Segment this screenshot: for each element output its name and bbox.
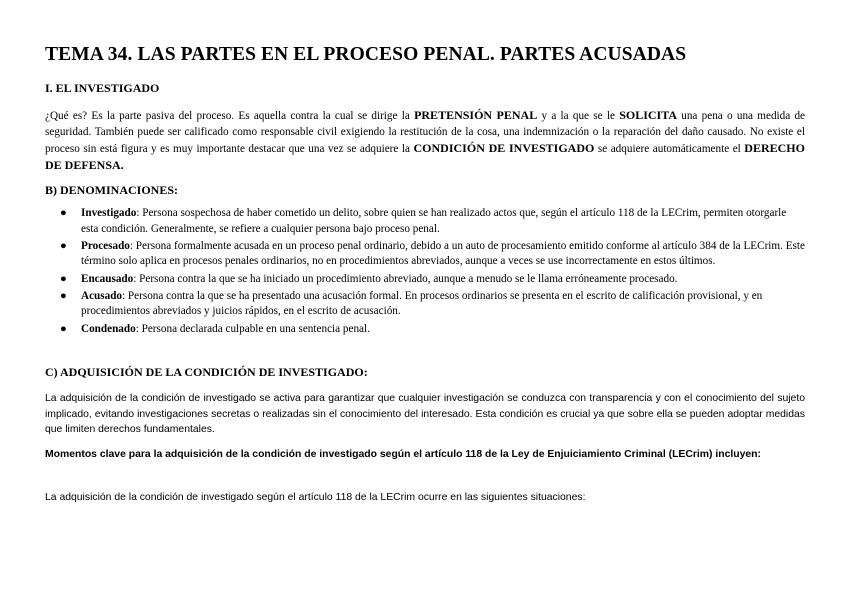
bullet-icon: ● (60, 289, 67, 302)
list-item (45, 272, 805, 288)
investigado-paragraph (45, 107, 805, 174)
list-item (45, 322, 805, 338)
momentos-clave-paragraph: Momentos clave para la adquisición de la condición de investigado según el artículo 118 de la Ley de Enjuiciamiento Criminal (LECrim) incluyen: (45, 449, 761, 460)
list-item (45, 239, 805, 270)
list-item (45, 206, 805, 237)
paragraph-text: ¿Qué es? Es la parte pasiva del proceso. Es aquella contra la cual se dirige la (45, 110, 415, 122)
term-definition: : Persona contra la que se ha presentado una acusación formal. En procesos ordinarios se presenta en el escrito de calificación provisional, y en procedimientos abreviados y juicios rápidos, en el escrito de acusación. (81, 289, 763, 318)
bold-solicita: SOLICITA (619, 108, 677, 122)
paragraph-text: y a la que se le (537, 110, 620, 122)
term-definition: : Persona sospechosa de haber cometido un delito, sobre quien se han realizado actos que, según el artículo 118 de la LECrim, permiten otorgarle esta condición. Generalmente, se refiere a cualquier persona bajo proceso penal. (81, 207, 787, 235)
bullet-icon: ● (60, 239, 67, 252)
bullet-icon: ● (60, 207, 67, 219)
term: Procesado (81, 239, 130, 252)
situaciones-paragraph: La adquisición de la condición de investigado según el artículo 118 de la LECrim ocurre en las siguientes situaciones: (45, 492, 586, 503)
paragraph-text: una pena o una medida de seguridad. También puede ser calificado como responsable civil exigiendo la restitución de la cosa, una indemnización o la reparación del daño causado. No existe el proceso sin está figura y es muy importante destacar que una vez se adquiere la (45, 110, 806, 155)
bullet-icon: ● (60, 272, 67, 285)
term: Investigado (81, 207, 137, 219)
term: Acusado (81, 289, 123, 302)
paragraph-text: se adquiere automáticamente el (594, 143, 745, 155)
bullet-icon: ● (60, 322, 67, 335)
term: Encausado (81, 272, 134, 285)
bold-pretension-penal: PRETENSIÓN PENAL (414, 108, 538, 122)
term: Condenado (81, 322, 136, 335)
document-title: TEMA 34. LAS PARTES EN EL PROCESO PENAL. PARTES ACUSADAS (45, 44, 687, 65)
denominaciones-list (45, 206, 805, 339)
section-heading-denominaciones: B) DENOMINACIONES: (45, 183, 179, 197)
term-definition: : Persona declarada culpable en una sentencia penal. (135, 322, 370, 335)
bold-condicion-investigado: CONDICIÓN DE INVESTIGADO (413, 141, 595, 155)
section-heading-investigado: I. EL INVESTIGADO (45, 81, 160, 95)
adquisicion-paragraph: La adquisición de la condición de investigado se activa para garantizar que cualquier investigación se conduzca con transparencia y con el conocimiento del sujeto implicado, evitando investigaciones secretas o realizadas sin el conocimiento del interesado. Esta condición es crucial ya que sobre ella se pueden adoptar medidas que limiten derechos fundamentales. (45, 393, 805, 436)
section-heading-adquisicion: C) ADQUISICIÓN DE LA CONDICIÓN DE INVESTIGADO: (45, 365, 368, 379)
list-item (45, 289, 805, 320)
term-definition: : Persona contra la que se ha iniciado un procedimiento abreviado, aunque a menudo se le llama erróneamente procesado. (133, 272, 678, 285)
bold-derecho-defensa: DERECHO DE DEFENSA. (45, 141, 805, 172)
term-definition: : Persona formalmente acusada en un proceso penal ordinario, debido a un auto de procesamiento emitido conforme al artículo 384 de la LECrim. Este término solo aplica en procesos penales ordinarios, no en procedimientos abreviados, aunque a veces se use incorrectamente en estos últimos. (81, 239, 805, 268)
